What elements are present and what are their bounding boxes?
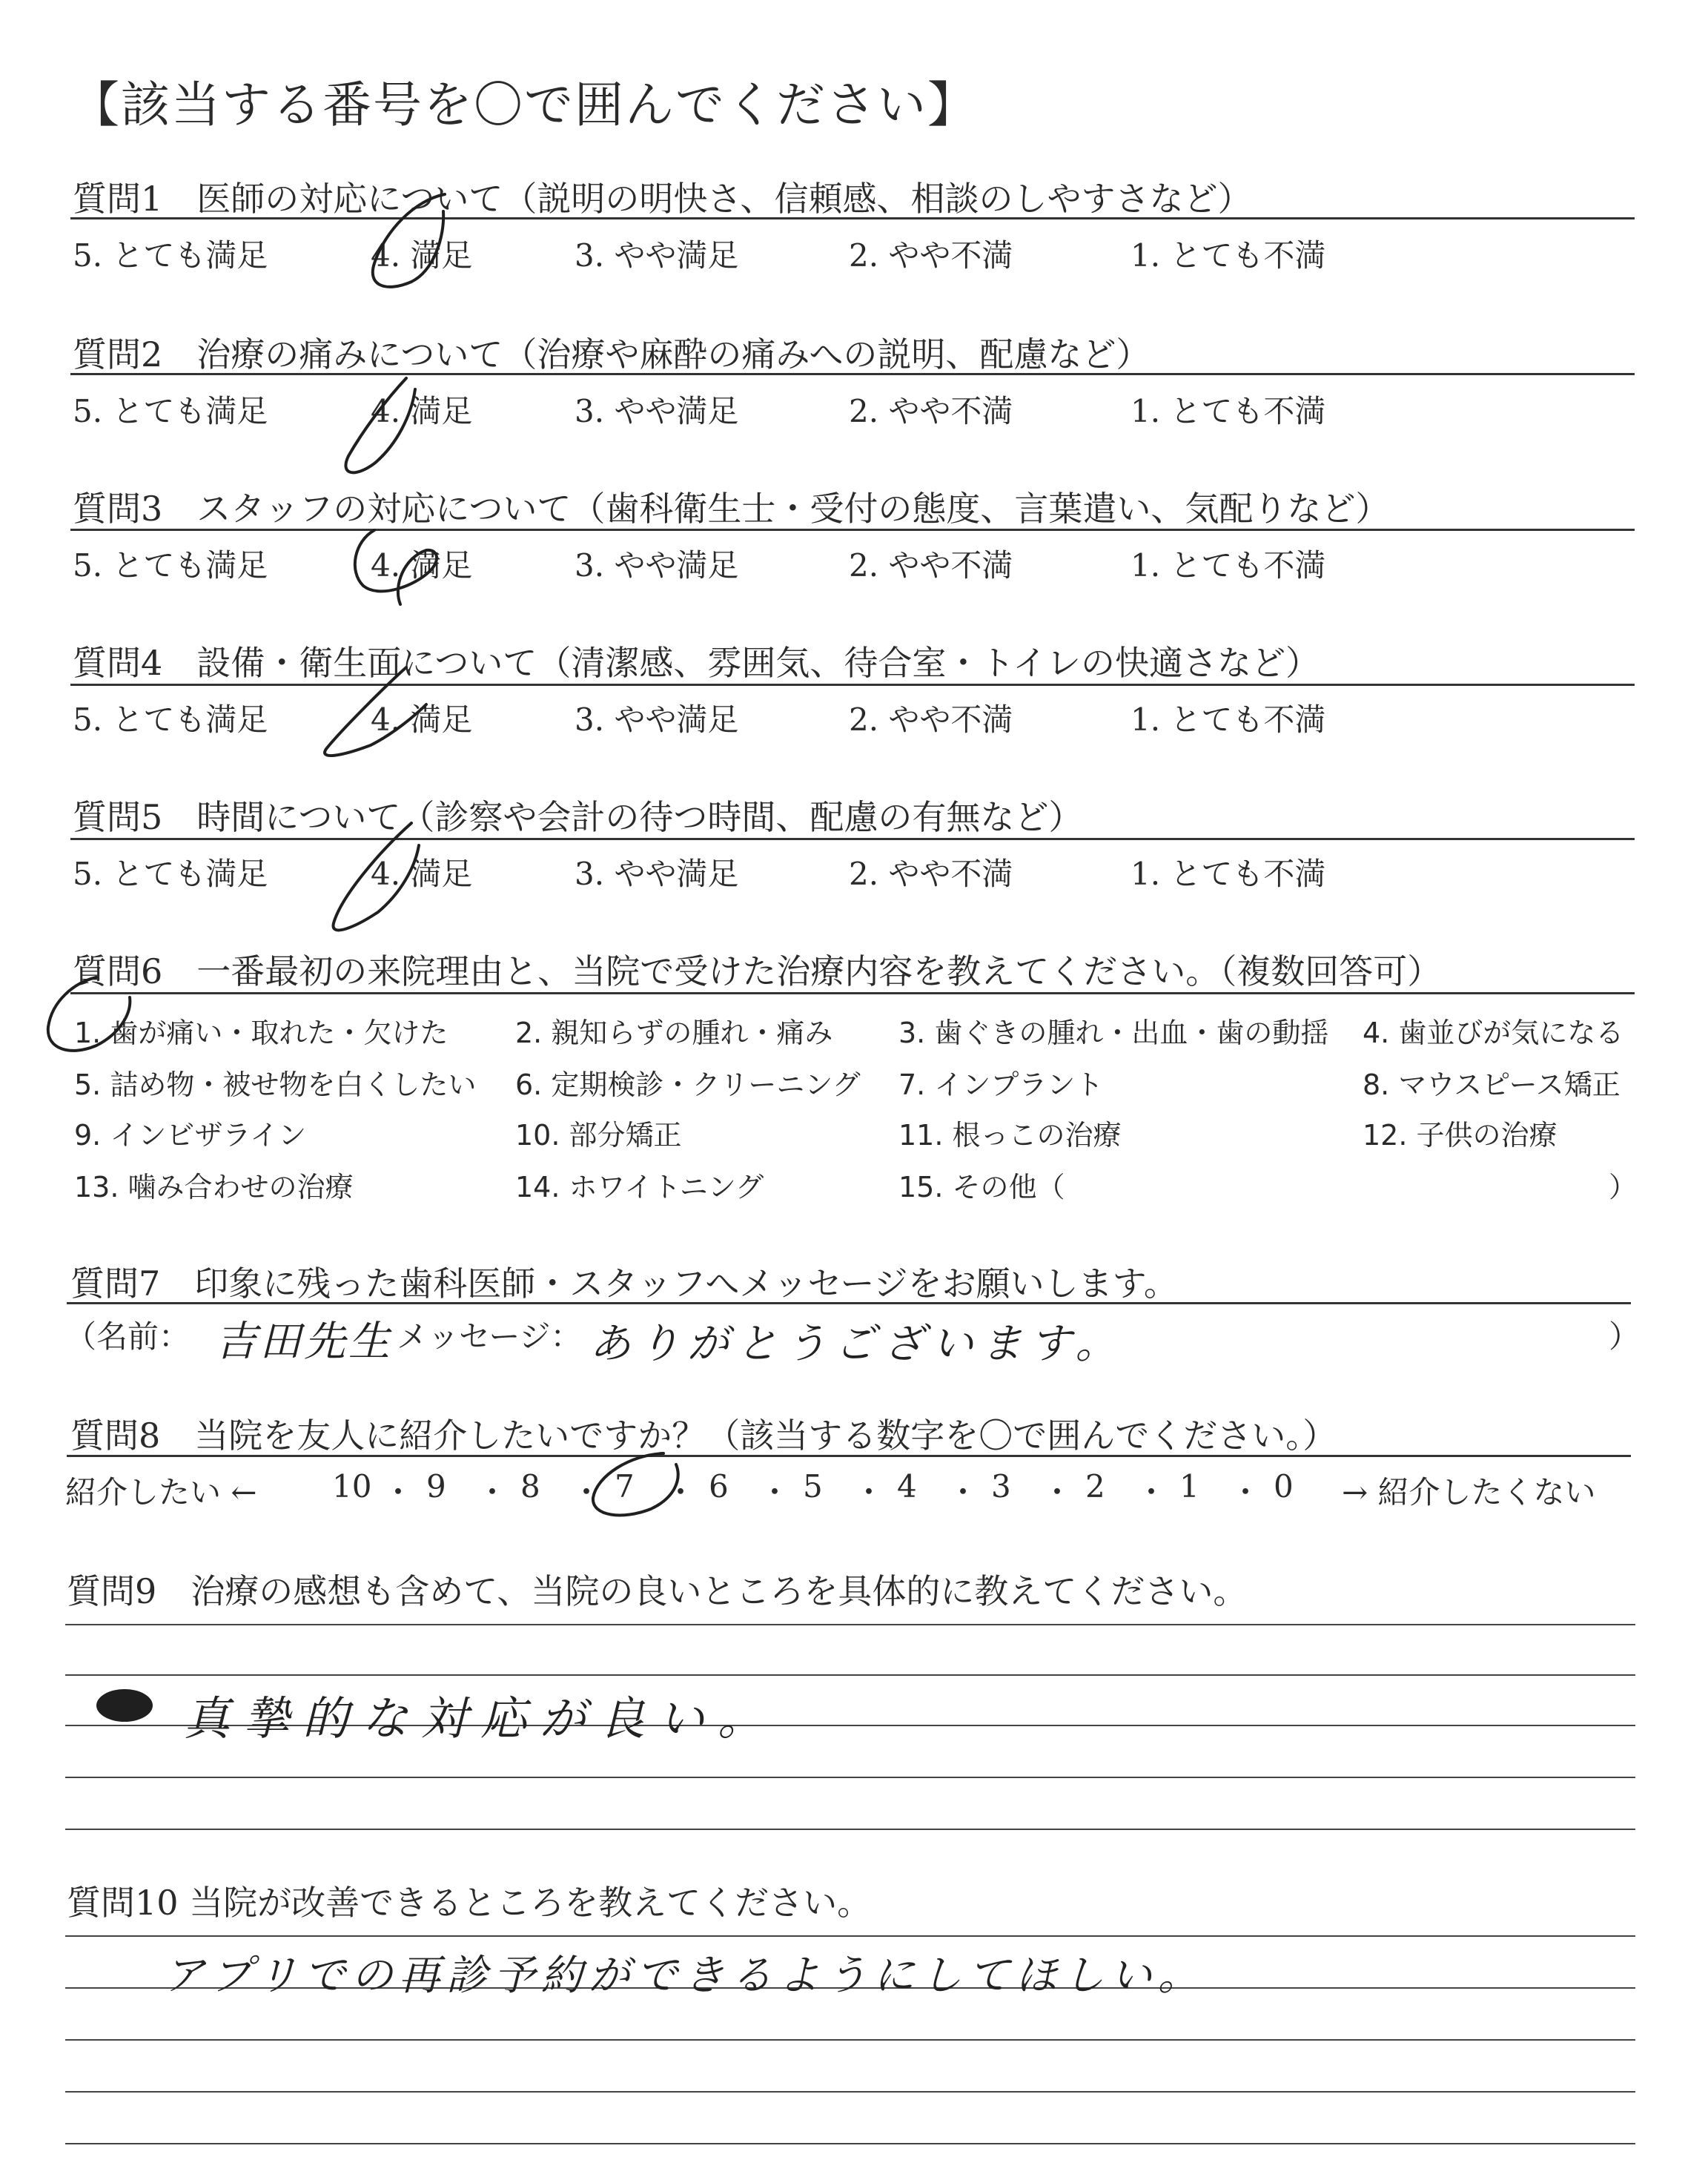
q7-name-label: （名前： xyxy=(65,1318,191,1355)
q8-scale-0[interactable]: 0 xyxy=(1274,1468,1294,1505)
question-2-title: 質問2 治療の痛みについて（治療や麻酔の痛みへの説明、配慮など） xyxy=(73,334,1151,374)
q8-scale-separator: ・ xyxy=(665,1474,697,1510)
q8-scale-2[interactable]: 2 xyxy=(1085,1468,1105,1505)
q8-scale-3[interactable]: 3 xyxy=(991,1468,1011,1505)
q3-option-3[interactable]: 3. やや満足 xyxy=(575,547,739,584)
q7-close-paren: ） xyxy=(1609,1318,1641,1355)
q8-scale-separator: ・ xyxy=(759,1474,791,1510)
q8-scale-separator: ・ xyxy=(947,1474,979,1510)
q1-option-4[interactable]: 4. 満足 xyxy=(371,237,473,274)
question-8-title: 質問8 当院を友人に紹介したいですか？（該当する数字を〇で囲んでください。） xyxy=(70,1416,1337,1456)
q6-item-9[interactable]: 9. インビザライン xyxy=(74,1119,307,1152)
q10-rule-5 xyxy=(65,2143,1635,2144)
question-5-title: 質問5 時間について（診察や会計の待つ時間、配慮の有無など） xyxy=(73,797,1083,837)
q6-item-8[interactable]: 8. マウスピース矯正 xyxy=(1363,1069,1621,1101)
q8-scale-separator: ・ xyxy=(383,1474,414,1510)
q8-scale-4[interactable]: 4 xyxy=(897,1468,917,1505)
q6-item-7[interactable]: 7. インプラント xyxy=(898,1069,1104,1101)
q8-scale-separator: ・ xyxy=(1230,1474,1262,1510)
q5-option-4[interactable]: 4. 満足 xyxy=(371,856,473,892)
question-6-title: 質問6 一番最初の来院理由と、当院で受けた治療内容を教えてください。（複数回答可） xyxy=(73,951,1442,991)
question-4-title: 質問4 設備・衛生面について（清潔感、雰囲気、待合室・トイレの快適さなど） xyxy=(73,643,1320,683)
question-9-title: 質問9 治療の感想も含めて、当院の良いところを具体的に教えてください。 xyxy=(67,1571,1248,1611)
q6-item-2[interactable]: 2. 親知らずの腫れ・痛み xyxy=(515,1017,833,1049)
q7-message-label: メッセージ： xyxy=(397,1318,582,1355)
q6-item-15-close: ） xyxy=(1609,1171,1638,1203)
q8-scale-separator: ・ xyxy=(1136,1474,1168,1510)
q2-option-5[interactable]: 5. とても満足 xyxy=(73,393,268,429)
q5-option-2[interactable]: 2. やや不満 xyxy=(849,856,1013,892)
q8-scale-1[interactable]: 1 xyxy=(1179,1468,1199,1505)
q8-scale-separator: ・ xyxy=(477,1474,509,1510)
q5-option-5[interactable]: 5. とても満足 xyxy=(73,856,268,892)
q4-option-3[interactable]: 3. やや満足 xyxy=(575,701,739,738)
question-6-line xyxy=(70,992,1635,994)
q6-item-6[interactable]: 6. 定期検診・クリーニング xyxy=(515,1069,861,1101)
q3-option-1[interactable]: 1. とても不満 xyxy=(1131,547,1326,584)
q8-scale-10[interactable]: 10 xyxy=(332,1468,372,1505)
q9-rule-1 xyxy=(65,1624,1635,1625)
question-2-line xyxy=(70,373,1635,375)
question-8-line xyxy=(67,1455,1631,1457)
q5-option-3[interactable]: 3. やや満足 xyxy=(575,856,739,892)
q8-right-label: → 紹介したくない xyxy=(1342,1474,1596,1510)
q8-scale-7[interactable]: 7 xyxy=(615,1468,635,1505)
q10-answer[interactable]: アプリでの再診予約ができるようにしてほしい。 xyxy=(163,1952,1205,2000)
q8-scale-separator: ・ xyxy=(1042,1474,1073,1510)
q4-option-5[interactable]: 5. とても満足 xyxy=(73,701,268,738)
question-4-line xyxy=(70,684,1635,686)
q4-option-1[interactable]: 1. とても不満 xyxy=(1131,701,1326,738)
q9-rule-5 xyxy=(65,1829,1635,1830)
q10-rule-4 xyxy=(65,2091,1635,2093)
question-1-title: 質問1 医師の対応について（説明の明快さ、信頼感、相談のしやすさなど） xyxy=(73,179,1252,219)
q6-item-4[interactable]: 4. 歯並びが気になる xyxy=(1363,1017,1624,1049)
q8-scale-6[interactable]: 6 xyxy=(709,1468,729,1505)
q9-answer[interactable]: 真摯的な対応が良い。 xyxy=(184,1691,778,1745)
q6-item-3[interactable]: 3. 歯ぐきの腫れ・出血・歯の動揺 xyxy=(898,1017,1329,1049)
q6-item-11[interactable]: 11. 根っこの治療 xyxy=(898,1119,1122,1152)
q6-item-1[interactable]: 1. 歯が痛い・取れた・欠けた xyxy=(74,1017,448,1049)
question-1-line xyxy=(70,217,1635,219)
question-7-line xyxy=(67,1302,1631,1304)
q1-option-2[interactable]: 2. やや不満 xyxy=(849,237,1013,274)
q1-option-1[interactable]: 1. とても不満 xyxy=(1131,237,1326,274)
question-10-title: 質問10 当院が改善できるところを教えてください。 xyxy=(67,1883,872,1923)
q4-option-2[interactable]: 2. やや不満 xyxy=(849,701,1013,738)
q7-message-value[interactable]: ありがとうございます。 xyxy=(589,1320,1125,1368)
q8-scale-5[interactable]: 5 xyxy=(803,1468,823,1505)
question-3-line xyxy=(70,529,1635,531)
q6-item-5[interactable]: 5. 詰め物・被せ物を白くしたい xyxy=(74,1069,477,1101)
q6-item-12[interactable]: 12. 子供の治療 xyxy=(1363,1119,1558,1152)
q8-scale-8[interactable]: 8 xyxy=(520,1468,540,1505)
q2-option-2[interactable]: 2. やや不満 xyxy=(849,393,1013,429)
q8-left-label: 紹介したい ← xyxy=(65,1474,257,1510)
q6-item-14[interactable]: 14. ホワイトニング xyxy=(515,1171,764,1203)
q3-option-4[interactable]: 4. 満足 xyxy=(371,547,473,584)
question-7-title: 質問7 印象に残った歯科医師・スタッフへメッセージをお願いします。 xyxy=(70,1264,1178,1304)
q1-option-5[interactable]: 5. とても満足 xyxy=(73,237,268,274)
q8-scale-separator: ・ xyxy=(853,1474,885,1510)
q5-option-1[interactable]: 1. とても不満 xyxy=(1131,856,1326,892)
q8-scale-9[interactable]: 9 xyxy=(426,1468,446,1505)
form-heading: 【該当する番号を〇で囲んでください】 xyxy=(70,76,978,133)
q2-option-4[interactable]: 4. 満足 xyxy=(371,393,473,429)
q9-rule-2 xyxy=(65,1674,1635,1676)
q2-option-3[interactable]: 3. やや満足 xyxy=(575,393,739,429)
question-3-title: 質問3 スタッフの対応について（歯科衛生士・受付の態度、言葉遣い、気配りなど） xyxy=(73,489,1390,529)
q7-name-value[interactable]: 吉田先生 xyxy=(215,1318,393,1366)
q9-rule-4 xyxy=(65,1777,1635,1778)
q1-option-3[interactable]: 3. やや満足 xyxy=(575,237,739,274)
q6-item-13[interactable]: 13. 噛み合わせの治療 xyxy=(74,1171,354,1203)
q10-rule-3 xyxy=(65,2039,1635,2041)
q4-option-4[interactable]: 4. 満足 xyxy=(371,701,473,738)
q9-scribble-mark xyxy=(96,1689,153,1722)
q10-rule-1 xyxy=(65,1935,1635,1937)
q3-option-2[interactable]: 2. やや不満 xyxy=(849,547,1013,584)
question-5-line xyxy=(70,838,1635,840)
q3-option-5[interactable]: 5. とても満足 xyxy=(73,547,268,584)
q6-item-10[interactable]: 10. 部分矯正 xyxy=(515,1119,682,1152)
q2-option-1[interactable]: 1. とても不満 xyxy=(1131,393,1326,429)
q8-scale-separator: ・ xyxy=(571,1474,603,1510)
q6-item-15[interactable]: 15. その他（ xyxy=(898,1171,1065,1203)
